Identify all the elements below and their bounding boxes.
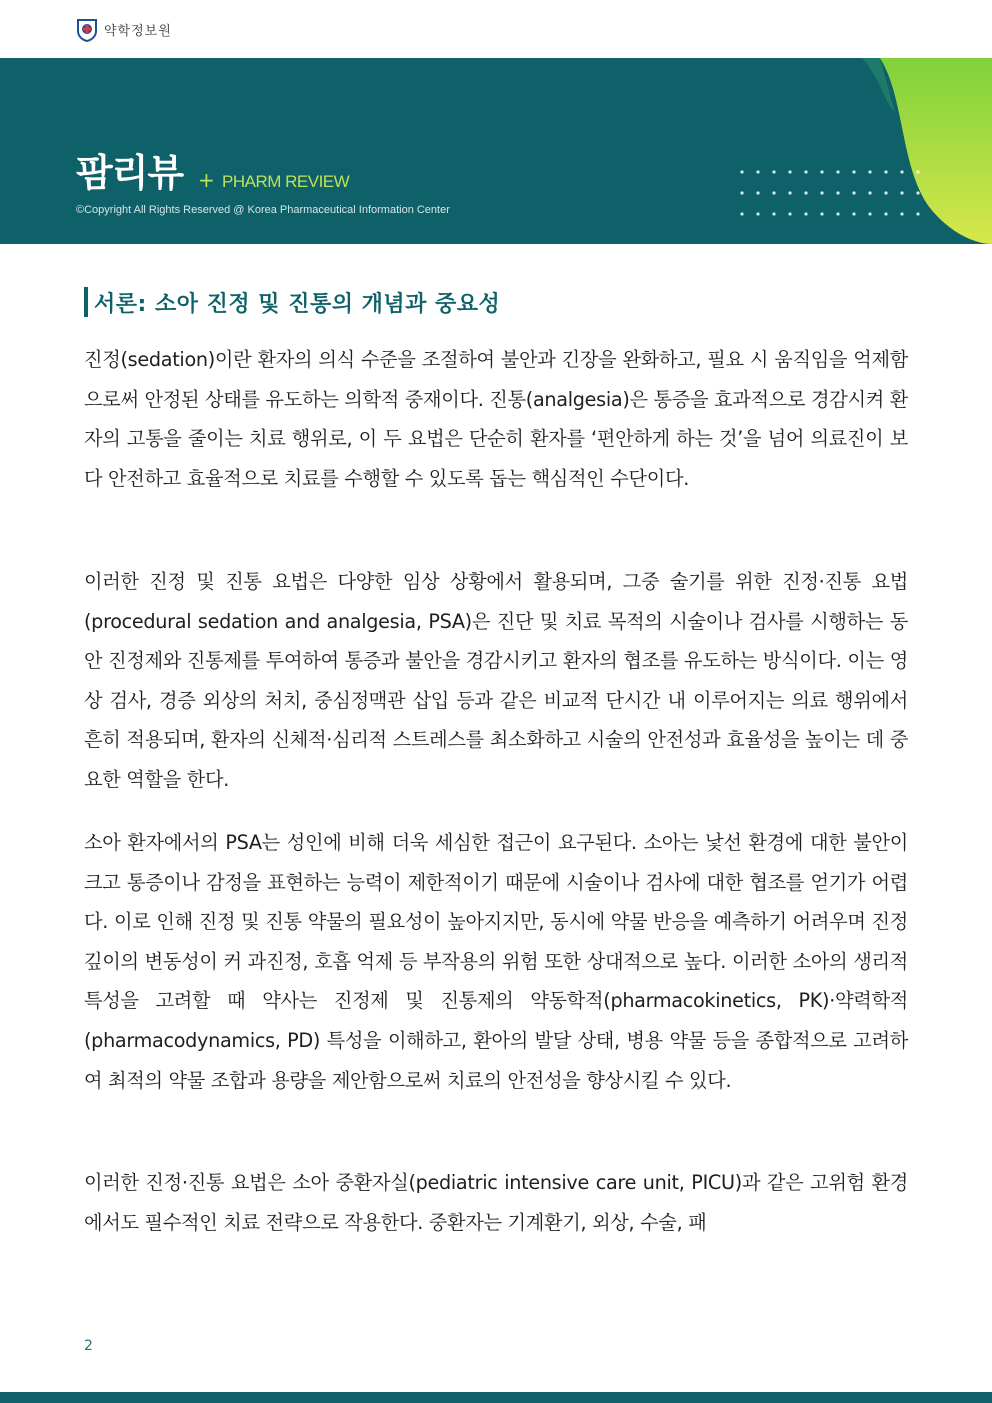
bottom-bar [0, 1392, 992, 1403]
paragraph-1-block [84, 340, 908, 498]
kpic-logo-icon [76, 17, 98, 43]
section-heading [84, 286, 500, 318]
banner [0, 58, 992, 244]
paragraph-2-block [84, 562, 908, 800]
paragraph: 진정(sedation)이란 환자의 의식 수준을 조절하여 불안과 긴장을 완화하고, 필요 시 움직임을 억제함으로써 안정된 상태를 유도하는 의학적 중재이다. 진통(analgesia)은 통증을 효과적으로 경감시켜 환자의 고통을 줄이는 치료 행위로, 이 두 요법은 단순히 환자를 ‘편안하게 하는 것’을 넘어 의료진이 보다 안전하고 효율적으로 치료를 수행할 수 있도록 돕는 핵심적인 수단이다. [84, 348, 909, 490]
paragraph: 이러한 진정 및 진통 요법은 다양한 임상 상황에서 활용되며, 그중 술기를 위한 진정·진통 요법(procedural sedation and analgesia, PSA)은 진단 및 치료 목적의 시술이나 검사를 시행하는 동안 진정제와 진통제를 투여하여 통증과 불안을 경감시키고 환자의 협조를 유도하는 방식이다. 이는 영상 검사, 경증 외상의 처치, 중심정맥관 삽입 등과 같은 비교적 단시간 내 이루어지는 의료 행위에서 흔히 적용되며, 환자의 신체적·심리적 스트레스를 최소화하고 시술의 안전성과 효율성을 높이는 데 중요한 역할을 한다. [84, 570, 908, 791]
paragraph-4-block [84, 1163, 908, 1242]
page-number: 2 [84, 1338, 93, 1354]
section-title: 서론: 소아 진정 및 진통의 개념과 중요성 [94, 291, 501, 317]
org-name: 약학정보원 [104, 24, 172, 39]
section-heading-bar [84, 287, 88, 317]
top-header [0, 0, 992, 58]
paragraph-3-block [84, 823, 908, 1100]
paragraph: 이러한 진정·진통 요법은 소아 중환자실(pediatric intensive care unit, PICU)과 같은 고위험 환경에서도 필수적인 치료 전략으로 작용한다. 중환자는 기계환기, 외상, 수술, 패 [84, 1171, 908, 1234]
paragraph: 소아 환자에서의 PSA는 성인에 비해 더욱 세심한 접근이 요구된다. 소아는 낯선 환경에 대한 불안이 크고 통증이나 감정을 표현하는 능력이 제한적이기 때문에 시술이나 검사에 대한 협조를 얻기가 어렵다. 이로 인해 진정 및 진통 약물의 필요성이 높아지지만, 동시에 약물 반응을 예측하기 어려우며 진정 깊이의 변동성이 커 과진정, 호흡 억제 등 부작용의 위험 또한 상대적으로 높다. 이러한 소아의 생리적 특성을 고려할 때 약사는 진정제 및 진통제의 약동학적(pharmacokinetics, PK)·약력학적(pharmacodynamics, PD) 특성을 이해하고, 환아의 발달 상태, 병용 약물 등을 종합적으로 고려하여 최적의 약물 조합과 용량을 제안함으로써 치료의 안전성을 향상시킬 수 있다. [84, 831, 908, 1092]
brand-title: 팜리뷰 [76, 151, 184, 195]
brand-subtitle: PHARM REVIEW [222, 172, 350, 191]
copyright-notice: ©Copyright All Rights Reserved @ Korea Pharmaceutical Information Center [76, 204, 450, 216]
brand-plus-sign: + [198, 168, 215, 192]
